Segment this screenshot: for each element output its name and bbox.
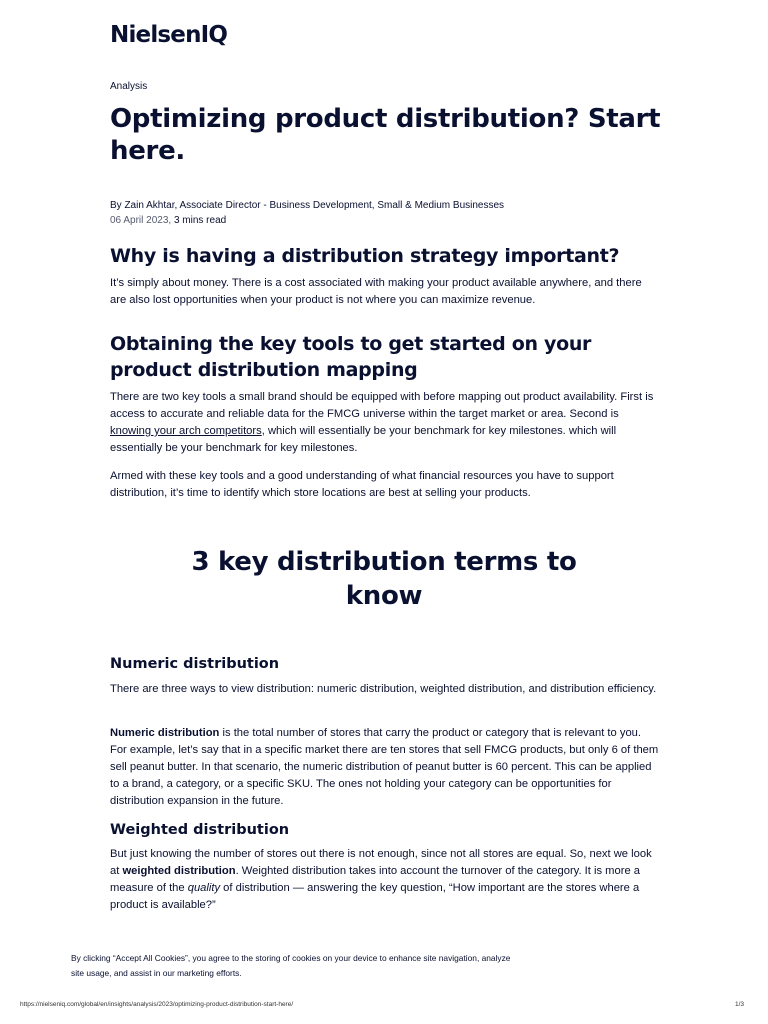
key-terms-heading: 3 key distribution terms to know [191,547,577,611]
weighted-paragraph [110,846,660,914]
tools-text-start: There are two key tools a small brand should be equipped with before mapping out product availability. First is access to accurate and reliable data for the FMCG universe within the target market or area. Second is [110,391,654,420]
weighted-distribution-heading: Weighted distribution [110,822,290,838]
weighted-text-start: But just knowing the number of stores out there is not enough, since not all stores are equal. So, next we look at [110,848,652,877]
author-byline: By Zain Akhtar, Associate Director - Business Development, Small & Medium Businesses [110,200,505,211]
page-title: Optimizing product distribution? Start here. [110,104,661,166]
numeric-term: Numeric distribution [110,727,220,739]
footer-url: https://nielseniq.com/global/en/insights/analysis/2023/optimizing-product-distribution-start-here/ [20,1001,294,1008]
weighted-text-mid: . Weighted distribution takes into account the turnover of the category. It is more a measure of the [110,865,640,894]
article-meta [110,215,226,226]
article-category[interactable]: Analysis [110,81,148,92]
date-separator: , [168,215,172,226]
section-paragraph-strategy: It’s simply about money. There is a cost associated with making your product available anywhere, and there are also lost opportunities when your product is not where you can maximize revenue. [110,277,642,306]
quality-emphasis: quality [187,882,221,894]
page-number: 1/3 [734,1001,744,1008]
section-heading-strategy: Why is having a distribution strategy important? [110,245,620,267]
section-heading-tools: Obtaining the key tools to get started on your product distribution mapping [110,333,592,381]
weighted-text-end: of distribution — answering the key question, “How important are the stores where a product is available?” [110,882,640,911]
read-time: 3 mins read [173,215,227,226]
cookie-notice: By clicking “Accept All Cookies”, you agree to the storing of cookies on your device to enhance site navigation, analyze site usage, and assist in our marketing efforts. [71,953,511,978]
tools-text-end: , which will essentially be your benchmark for key milestones. which will essentially be your benchmark for key milestones. [110,425,617,454]
section-paragraph-tools [110,389,660,457]
numeric-definition-paragraph [110,725,660,810]
nielseniq-logo[interactable]: NielsenIQ [110,22,228,48]
competitors-link[interactable]: knowing your arch competitors [110,425,262,437]
weighted-term: weighted distribution [122,865,236,877]
numeric-intro-paragraph: There are three ways to view distribution: numeric distribution, weighted distribution, and distribution efficiency. [110,683,657,695]
publish-date: 06 April 2023 [110,215,169,226]
numeric-definition-text: is the total number of stores that carry the product or category that is relevant to you. For example, let’s say that in a specific market there are ten stores that sell FMCG products, but only 6 of them sell peanut butter. In that scenario, the numeric distribution of peanut butter is 60 percent. This can be applied to a brand, a category, or a specific SKU. The ones not holding your category can be opportunities for distribution expansion in the future. [110,727,659,807]
numeric-distribution-heading: Numeric distribution [110,656,280,672]
section-paragraph-armed: Armed with these key tools and a good understanding of what financial resources you have to support distribution, it’s time to identify which store locations are best at selling your products. [110,470,614,499]
